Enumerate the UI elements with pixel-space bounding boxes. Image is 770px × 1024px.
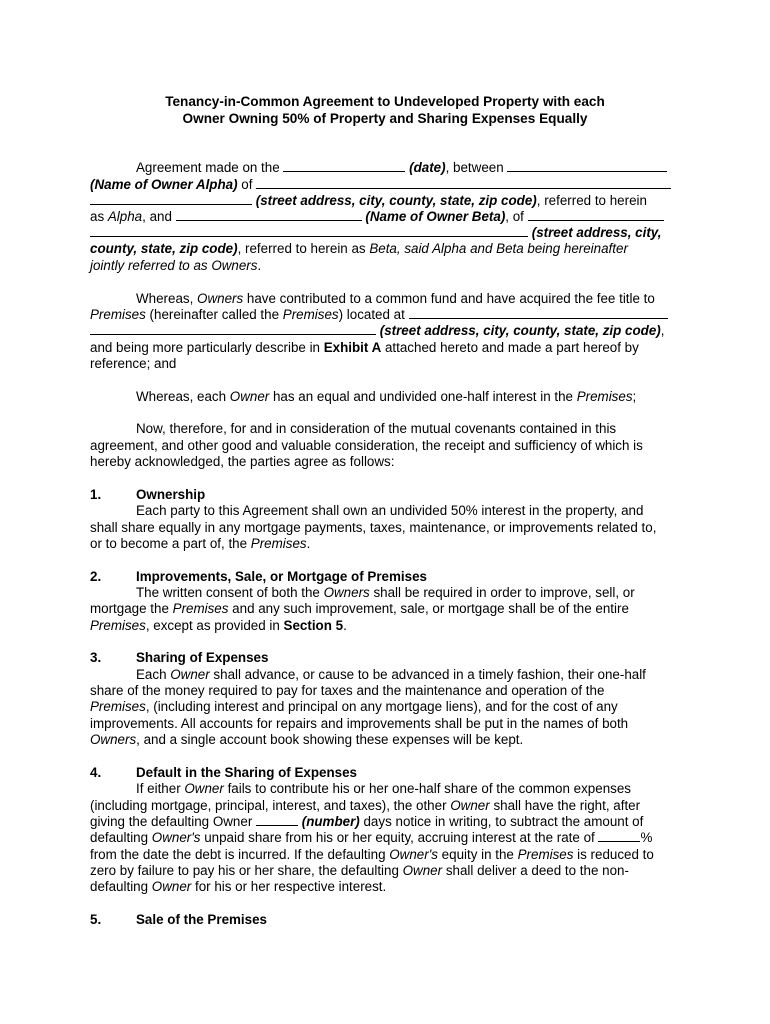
section-1-heading: Ownership [136,487,206,502]
whereas1-line-4: and being more particularly describe in Exhibit A attached hereto and made a part hereof by [90,340,639,355]
section-1-line-3: or to become a part of, the Premises. [90,536,311,551]
intro-line-7: jointly referred to as Owners. [90,258,262,273]
whereas2-line: Whereas, each Owner has an equal and undivided one-half interest in the Premises; [136,389,637,404]
interest-rate-blank[interactable] [598,829,640,842]
owner-beta-name-blank[interactable] [176,208,362,221]
title-line-2: Owner Owning 50% of Property and Sharing Expenses Equally [182,111,588,126]
section-4-line-1: If either Owner fails to contribute his or her one-half share of the common expenses [136,781,631,796]
section-3-line-1: Each Owner shall advance, or cause to be advanced in a timely fashion, their one-half [136,667,646,682]
now-line-3: hereby acknowledged, the parties agree as follows: [90,454,395,469]
owner-alpha-address-blank-2[interactable] [90,192,252,205]
section-3-line-4: improvements. All accounts for repairs and improvements shall be put in the names of both [90,716,629,731]
intro-line-5: (street address, city, [90,224,661,241]
section-4-heading: Default in the Sharing of Expenses [136,765,357,780]
section-1-line-1: Each party to this Agreement shall own an undivided 50% interest in the property, and [136,503,644,518]
section-2-line-3: Premises, except as provided in Section 5. [90,618,347,633]
document-title [90,93,680,127]
section-2-heading: Improvements, Sale, or Mortgage of Premises [136,569,427,584]
whereas1-line-2: Premises (hereinafter called the Premises) located at [90,306,668,323]
section-4-line-7: defaulting Owner for his or her respective interest. [90,879,387,894]
intro-line-6: county, state, zip code), referred to herein as Beta, said Alpha and Beta being hereinafter [90,241,628,256]
section-4-line-4: defaulting Owner's unpaid share from his or her equity, accruing interest at the rate of % [90,830,653,845]
section-4-line-2: (including mortgage, principal, interest, and taxes), the other Owner shall have the right, after [90,798,641,813]
premises-address-blank[interactable] [409,306,668,319]
title-line-1: Tenancy-in-Common Agreement to Undeveloped Property with each [165,94,605,109]
notice-days-blank[interactable] [256,813,298,826]
intro-line-3: (street address, city, county, state, zip code), referred to herein [90,192,647,209]
now-line-1: Now, therefore, for and in consideration of the mutual covenants contained in this [136,421,617,436]
owner-beta-address-blank[interactable] [528,208,664,221]
section-4-line-6: zero by failure to pay his or her share, the defaulting Owner shall deliver a deed to the non- [90,863,629,878]
owner-beta-address-blank-2[interactable] [90,224,528,237]
section-5-number: 5. [90,912,102,927]
section-4-number: 4. [90,765,102,780]
owner-alpha-address-blank[interactable] [256,176,671,189]
premises-address-blank-2[interactable] [90,322,376,335]
date-blank[interactable] [283,159,405,172]
section-1-number: 1. [90,487,102,502]
section-4-line-5: from the date the debt is incurred. If the defaulting Owner's equity in the Premises is reduced to [90,847,654,862]
section-3-line-5: Owners, and a single account book showing these expenses will be kept. [90,732,524,747]
intro-line-4: as Alpha, and (Name of Owner Beta), of [90,208,664,225]
whereas1-line-1: Whereas, Owners have contributed to a common fund and have acquired the fee title to [136,291,655,306]
now-line-2: agreement, and other good and valuable consideration, the receipt and sufficiency of which is [90,438,643,453]
section-2-line-1: The written consent of both the Owners shall be required in order to improve, sell, or [136,585,635,600]
whereas1-line-5: reference; and [90,356,177,371]
section-2-line-2: mortgage the Premises and any such improvement, sale, or mortgage shall be of the entire [90,601,629,616]
intro-line-2: (Name of Owner Alpha) of [90,176,671,193]
section-2-number: 2. [90,569,102,584]
section-5-heading: Sale of the Premises [136,912,267,927]
section-3-heading: Sharing of Expenses [136,650,269,665]
section-3-number: 3. [90,650,102,665]
whereas1-line-3: (street address, city, county, state, zip code), [90,322,665,339]
owner-alpha-name-blank[interactable] [507,159,667,172]
section-3-line-2: share of the money required to pay for taxes and the maintenance and operation of the [90,683,605,698]
intro-line-1: Agreement made on the (date), between [136,159,667,176]
section-4-line-3: giving the defaulting Owner (number) days notice in writing, to subtract the amount of [90,814,644,829]
section-1-line-2: shall share equally in any mortgage payments, taxes, maintenance, or improvements related to, [90,520,657,535]
section-3-line-3: Premises, (including interest and principal on any mortgage liens), and for the cost of any [90,699,618,714]
